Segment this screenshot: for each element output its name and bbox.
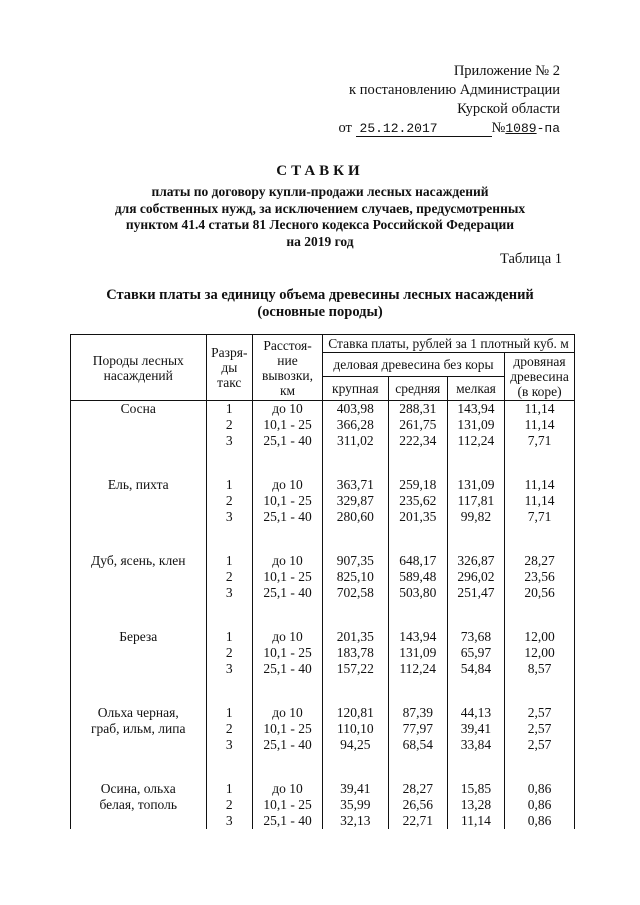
distance-cell: 25,1 - 40 [253, 813, 323, 829]
medium-cell: 143,94 [388, 629, 447, 645]
large-cell: 329,87 [322, 493, 388, 509]
table-caption [0, 287, 640, 321]
large-cell: 120,81 [322, 705, 388, 721]
distance-cell: до 10 [253, 705, 323, 721]
spacer-cell [71, 677, 207, 705]
spacer-cell [505, 525, 575, 553]
species-cell [71, 477, 207, 525]
large-cell: 110,10 [322, 721, 388, 737]
small-cell: 131,09 [447, 477, 504, 493]
spacer-cell [253, 449, 323, 477]
species-cell [71, 781, 207, 829]
large-cell: 907,35 [322, 553, 388, 569]
distance-cell: до 10 [253, 629, 323, 645]
medium-cell: 222,34 [388, 433, 447, 449]
firewood-cell: 11,14 [505, 401, 575, 418]
small-cell: 54,84 [447, 661, 504, 677]
rank-cell: 2 [206, 721, 253, 737]
spacer-cell [322, 601, 388, 629]
spacer-cell [206, 449, 253, 477]
distance-cell: до 10 [253, 477, 323, 493]
spacer-cell [388, 677, 447, 705]
spacer-cell [253, 677, 323, 705]
distance-cell: 25,1 - 40 [253, 509, 323, 525]
small-cell: 296,02 [447, 569, 504, 585]
rates-body [71, 401, 575, 830]
table-row [71, 553, 575, 569]
rank-cell: 3 [206, 737, 253, 753]
order-date: 25.12.2017 [356, 122, 492, 137]
appendix-region: Курской области [457, 101, 560, 117]
spacer-cell [71, 753, 207, 781]
spacer-cell [206, 601, 253, 629]
species-cell [71, 705, 207, 753]
small-cell: 112,24 [447, 433, 504, 449]
species-cell [71, 401, 207, 450]
medium-cell: 87,39 [388, 705, 447, 721]
small-cell: 11,14 [447, 813, 504, 829]
spacer-row [71, 449, 575, 477]
medium-cell: 22,71 [388, 813, 447, 829]
medium-cell: 77,97 [388, 721, 447, 737]
firewood-cell: 2,57 [505, 721, 575, 737]
firewood-cell: 2,57 [505, 737, 575, 753]
appendix-title: Приложение № 2 [453, 63, 560, 79]
small-cell: 33,84 [447, 737, 504, 753]
spacer-cell [322, 677, 388, 705]
table-number: Таблица 1 [499, 251, 562, 267]
species-name: белая, тополь [99, 797, 178, 812]
rank-cell: 3 [206, 813, 253, 829]
rank-cell: 3 [206, 433, 253, 449]
spacer-row [71, 677, 575, 705]
rank-cell: 2 [206, 797, 253, 813]
medium-cell: 112,24 [388, 661, 447, 677]
spacer-cell [505, 449, 575, 477]
medium-cell: 503,80 [388, 585, 447, 601]
species-name: граб, ильм, липа [91, 721, 186, 736]
rank-cell: 2 [206, 417, 253, 433]
spacer-cell [505, 601, 575, 629]
table-row [71, 477, 575, 493]
small-cell: 117,81 [447, 493, 504, 509]
large-cell: 280,60 [322, 509, 388, 525]
medium-cell: 235,62 [388, 493, 447, 509]
distance-cell: 10,1 - 25 [253, 417, 323, 433]
firewood-cell: 0,86 [505, 813, 575, 829]
order-number-label: № [491, 120, 506, 136]
spacer-cell [253, 525, 323, 553]
distance-cell: до 10 [253, 781, 323, 797]
distance-cell: 25,1 - 40 [253, 585, 323, 601]
small-cell: 15,85 [447, 781, 504, 797]
order-number-suffix: -па [536, 121, 560, 136]
large-cell: 825,10 [322, 569, 388, 585]
large-cell: 183,78 [322, 645, 388, 661]
medium-cell: 28,27 [388, 781, 447, 797]
spacer-cell [447, 677, 504, 705]
large-cell: 311,02 [322, 433, 388, 449]
order-line [339, 119, 561, 138]
appendix-resolution: к постановлению Администрации [349, 82, 560, 98]
small-cell: 326,87 [447, 553, 504, 569]
firewood-cell: 23,56 [505, 569, 575, 585]
spacer-cell [253, 601, 323, 629]
firewood-cell: 11,14 [505, 477, 575, 493]
large-cell: 39,41 [322, 781, 388, 797]
distance-cell: 10,1 - 25 [253, 645, 323, 661]
header-business-wood: деловая древесина без коры [322, 353, 504, 377]
header-small: мелкая [447, 377, 504, 401]
large-cell: 403,98 [322, 401, 388, 418]
rank-cell: 1 [206, 705, 253, 721]
table-row [71, 781, 575, 797]
rank-cell: 2 [206, 645, 253, 661]
distance-cell: до 10 [253, 553, 323, 569]
rank-cell: 3 [206, 661, 253, 677]
spacer-cell [71, 449, 207, 477]
distance-cell: 10,1 - 25 [253, 569, 323, 585]
large-cell: 702,58 [322, 585, 388, 601]
subtitle-line-1: платы по договору купли-продажи лесных насаждений [151, 184, 489, 199]
appendix-block [339, 62, 561, 138]
spacer-cell [388, 449, 447, 477]
species-name: Береза [119, 629, 158, 644]
table-row [71, 629, 575, 645]
spacer-cell [206, 753, 253, 781]
small-cell: 13,28 [447, 797, 504, 813]
firewood-cell: 11,14 [505, 417, 575, 433]
header-rank: Разря-ды такс [206, 335, 253, 401]
large-cell: 366,28 [322, 417, 388, 433]
medium-cell: 68,54 [388, 737, 447, 753]
header-medium: средняя [388, 377, 447, 401]
caption-line-1: Ставки платы за единицу объема древесины лесных насаждений [106, 287, 534, 303]
large-cell: 94,25 [322, 737, 388, 753]
species-cell [71, 629, 207, 677]
large-cell: 157,22 [322, 661, 388, 677]
small-cell: 44,13 [447, 705, 504, 721]
distance-cell: 25,1 - 40 [253, 433, 323, 449]
firewood-cell: 12,00 [505, 645, 575, 661]
distance-cell: до 10 [253, 401, 323, 418]
rank-cell: 1 [206, 553, 253, 569]
subtitle-line-3: пунктом 41.4 статьи 81 Лесного кодекса Российской Федерации [125, 217, 515, 232]
firewood-cell: 0,86 [505, 781, 575, 797]
rank-cell: 2 [206, 569, 253, 585]
firewood-cell: 8,57 [505, 661, 575, 677]
rates-table [70, 334, 575, 829]
spacer-cell [505, 753, 575, 781]
distance-cell: 10,1 - 25 [253, 797, 323, 813]
spacer-cell [253, 753, 323, 781]
species-name: Дуб, ясень, клен [91, 553, 186, 568]
firewood-cell: 12,00 [505, 629, 575, 645]
spacer-row [71, 601, 575, 629]
species-name: Ольха черная, [97, 705, 179, 720]
spacer-cell [505, 677, 575, 705]
large-cell: 363,71 [322, 477, 388, 493]
spacer-cell [322, 525, 388, 553]
spacer-cell [206, 677, 253, 705]
medium-cell: 261,75 [388, 417, 447, 433]
spacer-row [71, 525, 575, 553]
firewood-cell: 20,56 [505, 585, 575, 601]
rank-cell: 1 [206, 629, 253, 645]
medium-cell: 648,17 [388, 553, 447, 569]
spacer-cell [447, 753, 504, 781]
firewood-cell: 7,71 [505, 509, 575, 525]
table-row [71, 705, 575, 721]
spacer-cell [388, 753, 447, 781]
spacer-cell [447, 449, 504, 477]
species-cell [71, 553, 207, 601]
spacer-cell [447, 601, 504, 629]
small-cell: 73,68 [447, 629, 504, 645]
firewood-cell: 28,27 [505, 553, 575, 569]
spacer-cell [388, 601, 447, 629]
firewood-cell: 7,71 [505, 433, 575, 449]
species-name: Осина, ольха [100, 781, 176, 796]
medium-cell: 201,35 [388, 509, 447, 525]
species-name: Ель, пихта [107, 477, 169, 492]
document-heading [0, 163, 640, 250]
firewood-cell: 11,14 [505, 493, 575, 509]
header-large: крупная [322, 377, 388, 401]
rank-cell: 3 [206, 585, 253, 601]
header-rate: Ставка платы, рублей за 1 плотный куб. м [322, 335, 574, 353]
spacer-cell [71, 525, 207, 553]
firewood-cell: 0,86 [505, 797, 575, 813]
medium-cell: 26,56 [388, 797, 447, 813]
rank-cell: 1 [206, 477, 253, 493]
large-cell: 32,13 [322, 813, 388, 829]
rank-cell: 1 [206, 781, 253, 797]
subtitle-line-2: для собственных нужд, за исключением случаев, предусмотренных [114, 200, 526, 216]
small-cell: 143,94 [447, 401, 504, 418]
subtitle-line-4: на 2019 год [286, 233, 354, 249]
small-cell: 99,82 [447, 509, 504, 525]
small-cell: 131,09 [447, 417, 504, 433]
table-row [71, 401, 575, 418]
medium-cell: 589,48 [388, 569, 447, 585]
rank-cell: 1 [206, 401, 253, 418]
firewood-cell: 2,57 [505, 705, 575, 721]
order-from-label: от [338, 120, 352, 136]
small-cell: 251,47 [447, 585, 504, 601]
distance-cell: 25,1 - 40 [253, 737, 323, 753]
spacer-cell [322, 449, 388, 477]
medium-cell: 131,09 [388, 645, 447, 661]
spacer-cell [322, 753, 388, 781]
header-distance: Расстоя-ние вывозки, км [253, 335, 323, 401]
caption-line-2: (основные породы) [257, 304, 383, 320]
spacer-row [71, 753, 575, 781]
header-species: Породы лесных насаждений [71, 335, 207, 401]
spacer-cell [447, 525, 504, 553]
distance-cell: 10,1 - 25 [253, 721, 323, 737]
rank-cell: 2 [206, 493, 253, 509]
medium-cell: 259,18 [388, 477, 447, 493]
small-cell: 39,41 [447, 721, 504, 737]
order-number: 1089 [505, 121, 537, 136]
spacer-cell [206, 525, 253, 553]
distance-cell: 10,1 - 25 [253, 493, 323, 509]
species-name: Сосна [120, 401, 156, 416]
spacer-cell [388, 525, 447, 553]
distance-cell: 25,1 - 40 [253, 661, 323, 677]
spacer-cell [71, 601, 207, 629]
header-firewood: дровяная древесина (в коре) [505, 353, 575, 401]
document-title: СТАВКИ [276, 163, 364, 179]
rank-cell: 3 [206, 509, 253, 525]
large-cell: 35,99 [322, 797, 388, 813]
medium-cell: 288,31 [388, 401, 447, 418]
large-cell: 201,35 [322, 629, 388, 645]
small-cell: 65,97 [447, 645, 504, 661]
